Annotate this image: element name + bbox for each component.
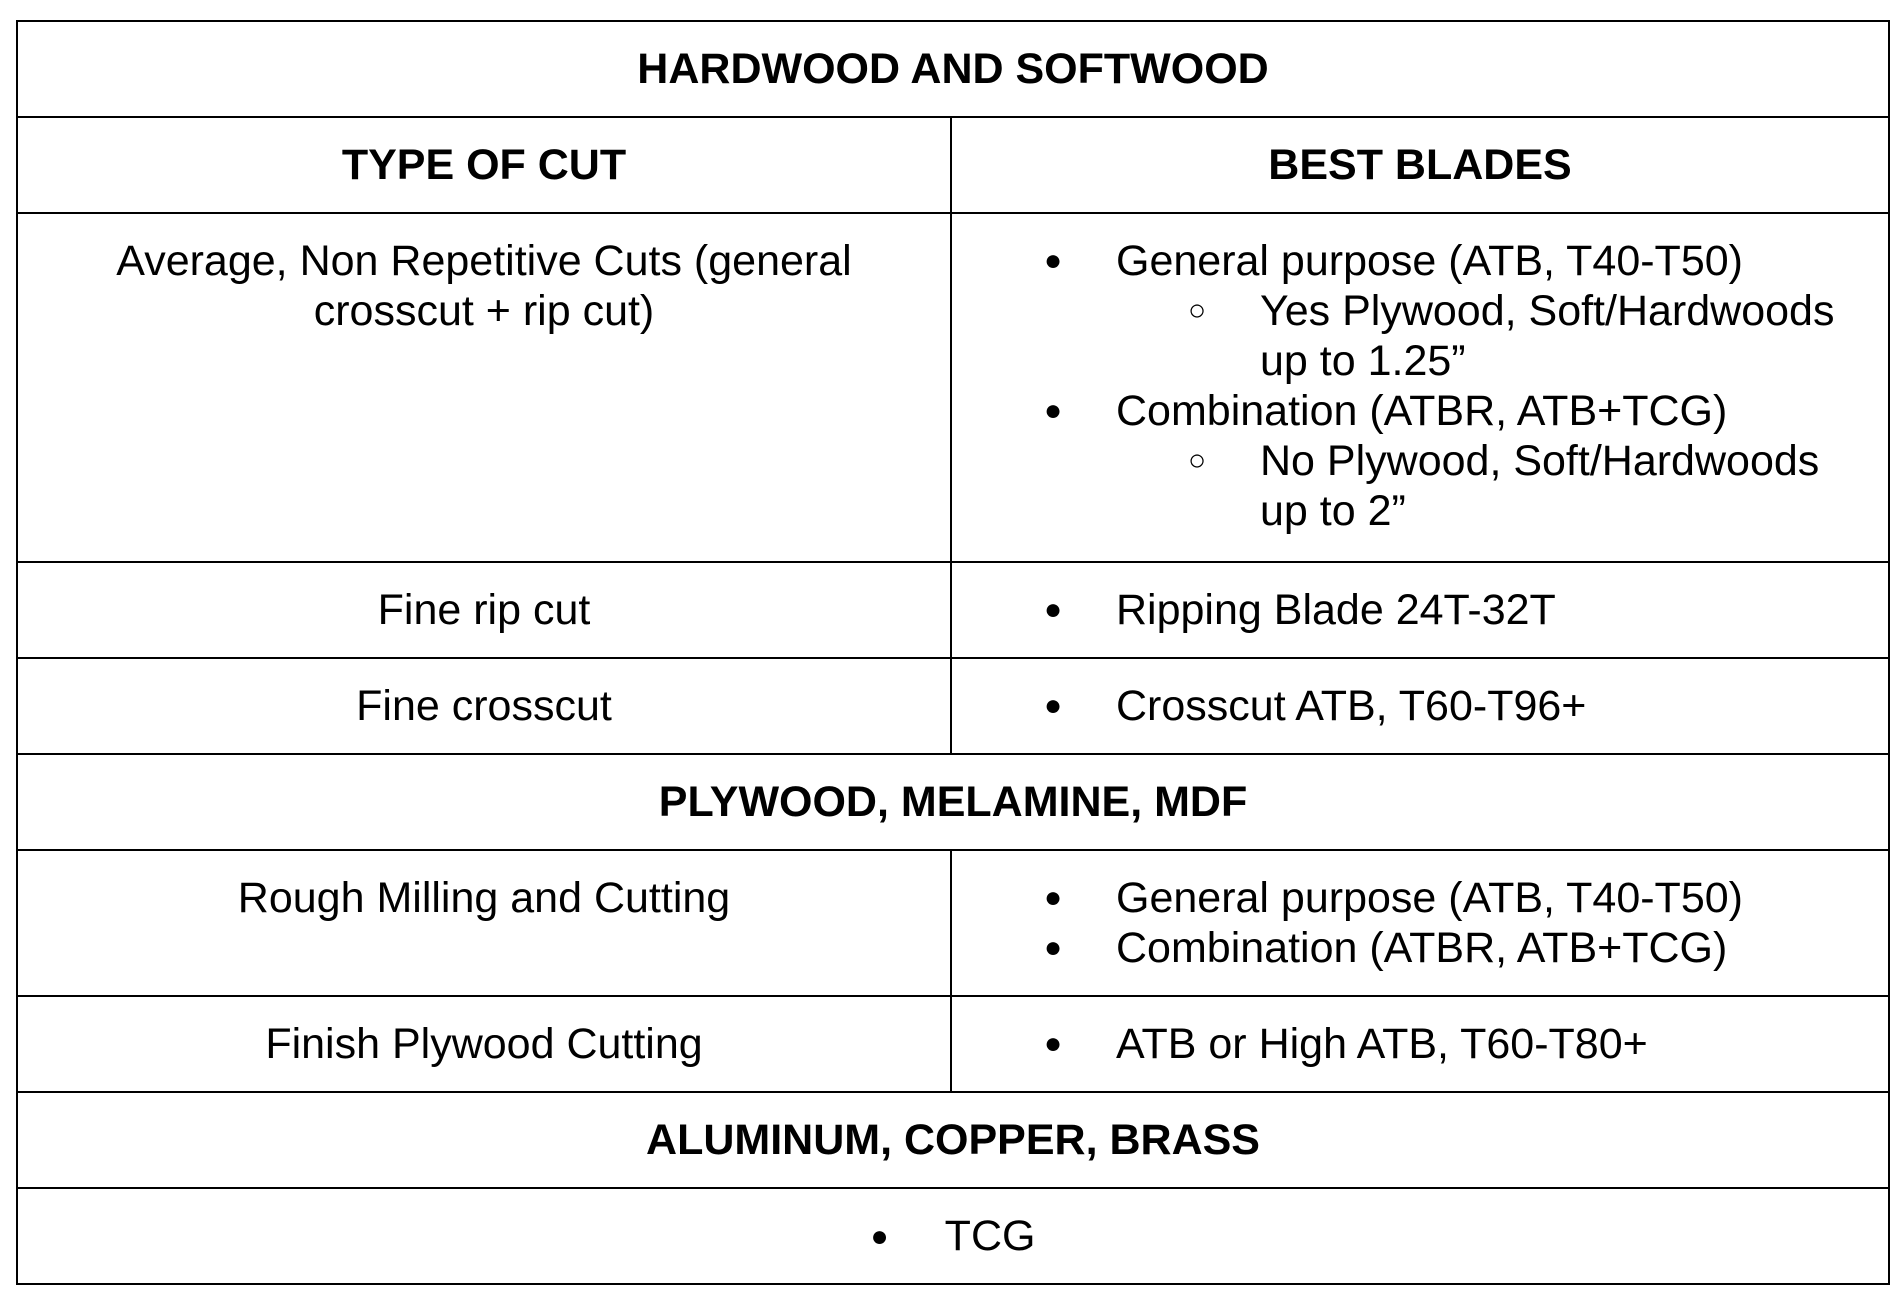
- cut-type-cell: [17, 213, 951, 562]
- sub-bullet-icon: ○: [1188, 444, 1207, 477]
- blade-sub-text: No Plywood, Soft/Hardwoods up to 2”: [1260, 437, 1820, 535]
- blade-list-cell: [17, 1188, 1889, 1284]
- cut-type-text: Finish Plywood Cutting: [265, 1020, 703, 1068]
- section-row-metals: [17, 1092, 1889, 1188]
- cut-type-cell: [17, 850, 951, 996]
- cut-type-text: Fine crosscut: [356, 682, 612, 730]
- sub-bullet-icon: ○: [1188, 294, 1207, 327]
- section-row-hardwood: [17, 21, 1889, 117]
- column-title-blades: BEST BLADES: [1268, 141, 1572, 189]
- section-header-metals: [17, 1092, 1889, 1188]
- blade-text: General purpose (ATB, T40-T50): [1116, 237, 1743, 285]
- blade-list-item: [952, 681, 1888, 731]
- blade-list-item: [952, 1019, 1888, 1069]
- column-title-cut: TYPE OF CUT: [341, 141, 627, 189]
- column-header-cut: [17, 117, 951, 213]
- cut-type-text: Fine rip cut: [377, 586, 591, 634]
- blade-text: Crosscut ATB, T60-T96+: [1116, 682, 1587, 730]
- bullet-icon: ●: [1044, 1027, 1063, 1060]
- cut-type-cell: [17, 658, 951, 754]
- blade-list-item: [952, 386, 1888, 436]
- section-title-plywood: PLYWOOD, MELAMINE, MDF: [658, 778, 1248, 826]
- cut-type-text: Rough Milling and Cutting: [237, 874, 731, 922]
- table-row: [17, 562, 1889, 658]
- blade-list-cell: [951, 850, 1889, 996]
- bullet-icon: ●: [1044, 881, 1063, 914]
- table-row: [17, 658, 1889, 754]
- blade-selection-table: [16, 20, 1890, 1285]
- section-header-hardwood: [17, 21, 1889, 117]
- table-row: [17, 1188, 1889, 1284]
- bullet-icon: ●: [1044, 244, 1063, 277]
- bullet-icon: ●: [1044, 689, 1063, 722]
- blade-list-item: [952, 236, 1888, 286]
- blade-list-item: [18, 1189, 1888, 1262]
- bullet-icon: ●: [1044, 931, 1063, 964]
- column-header-blades: [951, 117, 1889, 213]
- blade-text: TCG: [944, 1212, 1036, 1260]
- blade-list-item: [952, 585, 1888, 635]
- bullet-icon: ●: [1044, 593, 1063, 626]
- blade-text: General purpose (ATB, T40-T50): [1116, 874, 1743, 922]
- table-row: [17, 996, 1889, 1092]
- blade-sub-item: [952, 436, 1888, 536]
- cut-type-cell: [17, 562, 951, 658]
- blade-text: Combination (ATBR, ATB+TCG): [1116, 924, 1728, 972]
- cut-type-text: Average, Non Repetitive Cuts (general crosscut + rip cut): [116, 237, 852, 335]
- blade-sub-text: Yes Plywood, Soft/Hardwoods up to 1.25”: [1260, 287, 1835, 385]
- cut-type-cell: [17, 996, 951, 1092]
- bullet-icon: ●: [1044, 394, 1063, 427]
- table-row: [17, 850, 1889, 996]
- section-title-hardwood: HARDWOOD AND SOFTWOOD: [637, 45, 1269, 93]
- blade-text: ATB or High ATB, T60-T80+: [1116, 1020, 1648, 1068]
- blade-list-cell: [951, 213, 1889, 562]
- blade-list-item: [952, 873, 1888, 923]
- blade-text: Combination (ATBR, ATB+TCG): [1116, 387, 1728, 435]
- blade-sub-item: [952, 286, 1888, 386]
- table-row: [17, 213, 1889, 562]
- column-header-row: [17, 117, 1889, 213]
- section-header-plywood: [17, 754, 1889, 850]
- section-title-metals: ALUMINUM, COPPER, BRASS: [646, 1116, 1260, 1164]
- bullet-icon: ●: [870, 1220, 889, 1253]
- section-row-plywood: [17, 754, 1889, 850]
- blade-list-item: [952, 923, 1888, 973]
- blade-list-cell: [951, 658, 1889, 754]
- blade-list-cell: [951, 562, 1889, 658]
- blade-text: Ripping Blade 24T-32T: [1116, 586, 1556, 634]
- blade-list-cell: [951, 996, 1889, 1092]
